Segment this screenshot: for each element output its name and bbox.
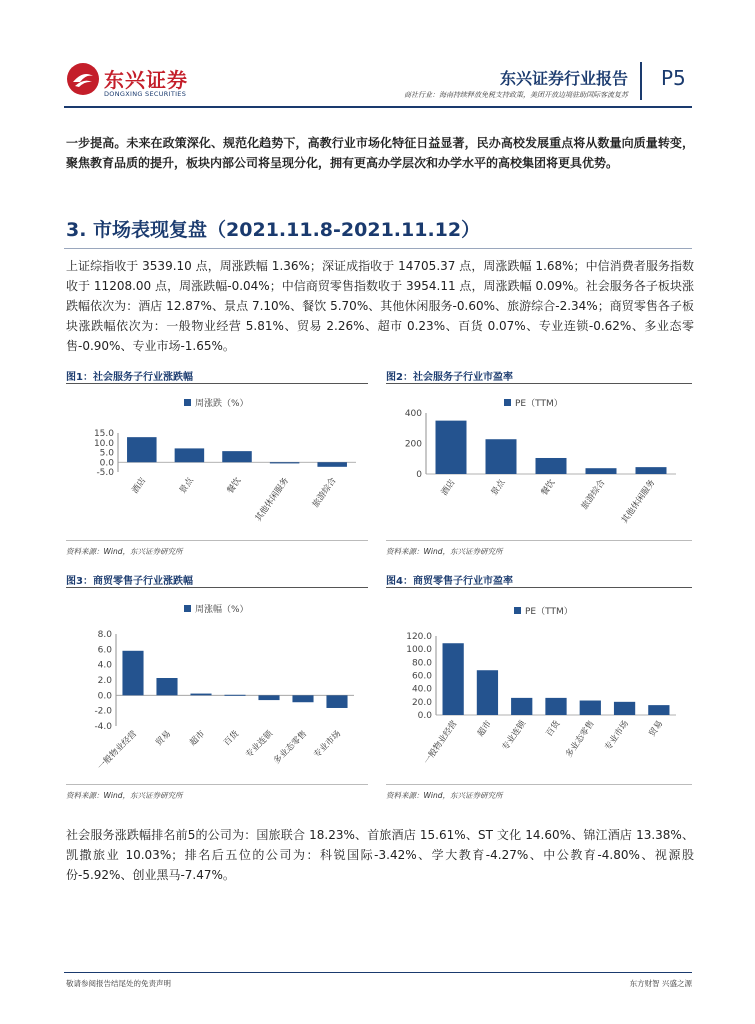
- category-label: 餐饮: [225, 475, 244, 496]
- logo-text: 东兴证券: [104, 68, 188, 92]
- y-tick-label: 100.0: [406, 645, 432, 656]
- bar-6: [648, 705, 669, 715]
- bar-0: [127, 437, 157, 462]
- bar-4: [636, 467, 667, 474]
- figure-3-bottom-rule: [66, 784, 368, 785]
- bar-2: [511, 698, 532, 715]
- y-tick-label: 15.0: [93, 429, 114, 439]
- category-label: 餐饮: [539, 477, 558, 498]
- y-tick-label: -2.0: [94, 706, 112, 717]
- y-tick-label: 2.0: [97, 676, 112, 686]
- y-tick-label: 200: [404, 439, 422, 450]
- figure-3-source: 资料来源：Wind，东兴证券研究所: [66, 791, 183, 800]
- legend-label: PE（TTM）: [515, 399, 563, 409]
- figure-3-title: 图3：商贸零售子行业涨跌幅: [66, 576, 193, 587]
- y-tick-label: 0.0: [97, 691, 112, 702]
- category-label: 酒店: [130, 475, 149, 496]
- top-bottom-stocks-paragraph: 社会服务涨跌幅排名前5的公司为：国旅联合 18.23%、首旅酒店 15.61%、ST 文化 14.60%、锦江酒店 13.38%、凯撒旅业 10.03%；排名后五位的公司为：科锐国际-3.42%、学大教育-4.27%、中公教育-4.80%、视源股份-5.92%、创业黑马-7.47%。: [66, 828, 694, 882]
- bar-2: [190, 694, 211, 696]
- category-label: 酒店: [439, 477, 458, 498]
- report-title: 东兴证券行业报告: [499, 69, 628, 88]
- category-label: 超市: [475, 718, 494, 739]
- y-tick-label: 4.0: [97, 660, 112, 671]
- footer-disclaimer: 敬请参阅报告结尾处的免责声明: [66, 979, 171, 988]
- section-title: 3. 市场表现复盘（2021.11.8-2021.11.12）: [66, 219, 481, 241]
- y-tick-label: 400: [404, 409, 422, 419]
- bar-4: [258, 695, 279, 700]
- y-tick-label: 80.0: [411, 658, 432, 669]
- footer-slogan: 东方财智 兴盛之源: [629, 979, 692, 988]
- y-tick-label: 0.0: [417, 711, 432, 721]
- y-tick-label: 5.0: [99, 448, 114, 459]
- y-tick-label: -5.0: [96, 468, 114, 478]
- bar-1: [156, 678, 177, 695]
- figure-2-chart: [386, 386, 692, 538]
- y-tick-label: 40.0: [411, 684, 432, 695]
- category-label: 专业连锁: [500, 718, 529, 753]
- figure-4-title: 图4：商贸零售子行业市盈率: [386, 576, 513, 587]
- y-tick-label: 0: [416, 470, 422, 480]
- footer-rule: [64, 972, 692, 973]
- category-label: 百货: [222, 729, 242, 749]
- legend-swatch: [184, 399, 191, 406]
- bar-0: [122, 651, 143, 696]
- bar-6: [326, 695, 347, 708]
- category-label: 贸易: [647, 718, 666, 739]
- figure-1-top-rule: [66, 383, 368, 384]
- bar-1: [175, 448, 205, 462]
- figure-1-bottom-rule: [66, 540, 368, 541]
- report-subtitle: 商社行业：海南持续释放免税支持政策，美团开放边境驻助国际客流复苏: [404, 91, 628, 99]
- y-tick-label: 6.0: [97, 645, 112, 656]
- bar-0: [443, 643, 464, 715]
- bar-1: [486, 439, 517, 474]
- bar-3: [545, 698, 566, 715]
- figure-2-title: 图2：社会服务子行业市盈率: [386, 372, 513, 383]
- legend-swatch: [514, 607, 521, 614]
- legend-label: 周涨幅（%）: [195, 605, 249, 615]
- y-tick-label: 60.0: [411, 671, 432, 682]
- category-label: 贸易: [154, 729, 174, 749]
- category-label: 专业连锁: [243, 729, 276, 761]
- figure-2-source: 资料来源：Wind，东兴证券研究所: [386, 547, 503, 556]
- section-rule: [64, 248, 692, 249]
- category-label: 多业态零售: [564, 718, 597, 760]
- category-label: 百货: [544, 718, 563, 739]
- bar-2: [536, 458, 567, 474]
- category-label: 专业市场: [603, 718, 632, 753]
- category-label: 旅游综合: [579, 477, 608, 512]
- legend-swatch: [184, 605, 191, 612]
- legend-label: PE（TTM）: [525, 607, 573, 617]
- y-tick-label: -4.0: [94, 722, 112, 732]
- category-label: 其他休闲服务: [620, 477, 658, 526]
- category-label: 一般物业经营: [422, 718, 460, 767]
- category-label: 景点: [489, 477, 508, 498]
- figure-4-bottom-rule: [386, 784, 692, 785]
- bar-3: [586, 468, 617, 474]
- y-tick-label: 120.0: [406, 632, 432, 642]
- category-label: 专业市场: [311, 729, 344, 761]
- intro-paragraph: 一步提高。未来在政策深化、规范化趋势下，高教行业市场化特征日益显著，民办高校发展重点将从数量向质量转变，聚焦教育品质的提升，板块内部公司将呈现分化，拥有更高办学层次和办学水平的高校集团将更具优势。: [66, 136, 694, 170]
- y-tick-label: 0.0: [99, 458, 114, 469]
- bar-1: [477, 670, 498, 715]
- figure-3-chart: [66, 590, 368, 782]
- y-tick-label: 8.0: [97, 630, 112, 640]
- bar-0: [436, 421, 467, 474]
- category-label: 景点: [177, 475, 196, 496]
- header-rule: [64, 106, 692, 108]
- bar-4: [317, 462, 347, 467]
- figure-2-bottom-rule: [386, 540, 692, 541]
- figure-3-top-rule: [66, 587, 368, 588]
- category-label: 旅游综合: [310, 475, 339, 510]
- market-review-paragraph: 上证综指收于 3539.10 点，周涨跌幅 1.36%；深证成指收于 14705.37 点，周涨跌幅 1.68%；中信消费者服务指数收于 11208.00 点，周涨跌幅-0.04%；中信商贸零售指数收于 3954.11 点，周涨跌幅 0.09%。社会服务各子板块涨跌幅依次为：酒店 12.87%、景点 7.10%、餐饮 5.70%、其他休闲服务-0.60%、旅游综合-2.34%；商贸零售各子板块涨跌幅依次为：一般物业经营 5.81%、贸易 2.26%、超市 0.23%、百货 0.07%、专业连锁-0.62%、多业态零售-0.90%、专业市场-1.65%。: [66, 259, 694, 353]
- figure-4-top-rule: [386, 587, 692, 588]
- company-logo: [66, 62, 196, 110]
- bar-5: [292, 695, 313, 702]
- legend-label: 周涨跌（%）: [195, 399, 249, 409]
- figure-2-top-rule: [386, 383, 692, 384]
- category-label: 一般物业经营: [95, 729, 140, 773]
- y-tick-label: 10.0: [93, 438, 114, 449]
- figure-4-source: 资料来源：Wind，东兴证券研究所: [386, 791, 503, 800]
- figure-1-chart: [66, 386, 368, 538]
- bar-3: [270, 462, 300, 463]
- logo-subtext: DONGXING SECURITIES: [104, 90, 187, 98]
- bar-4: [580, 701, 601, 715]
- figure-4-chart: [386, 590, 692, 782]
- bar-5: [614, 702, 635, 715]
- header-divider: [640, 62, 642, 100]
- page-number: P5: [661, 66, 686, 90]
- figure-1-source: 资料来源：Wind，东兴证券研究所: [66, 547, 183, 556]
- bar-2: [222, 451, 252, 462]
- y-tick-label: 20.0: [411, 697, 432, 708]
- category-label: 超市: [188, 729, 208, 749]
- logo-emblem-icon: [66, 62, 100, 96]
- figure-1-title: 图1：社会服务子行业涨跌幅: [66, 372, 193, 383]
- category-label: 多业态零售: [271, 729, 310, 767]
- category-label: 其他休闲服务: [253, 475, 292, 524]
- bar-3: [224, 695, 245, 696]
- legend-swatch: [504, 399, 511, 406]
